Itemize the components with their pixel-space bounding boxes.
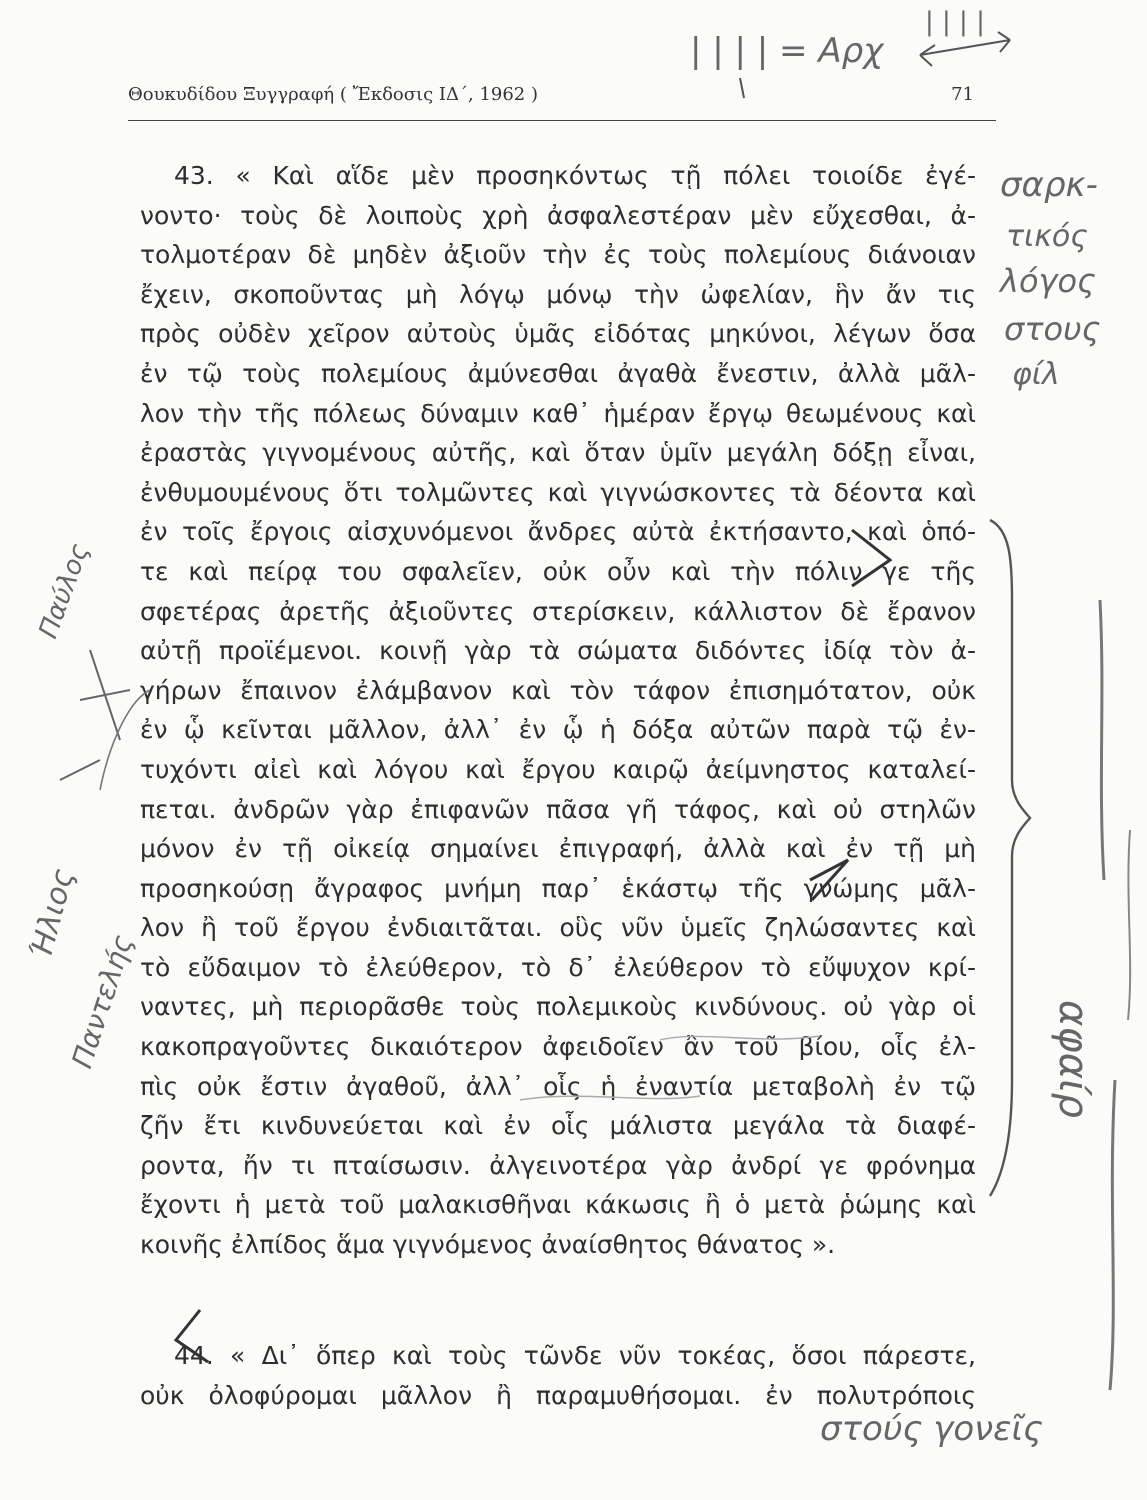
text-line: ἐνθυμουμένους ὅτι τολμῶντες καὶ γιγνώσκοντες τὰ δέοντα καὶ xyxy=(140,477,976,507)
margin-note-line: σαρκ- xyxy=(1000,165,1098,205)
text-line: ἔχοντι ἡ μετὰ τοῦ μαλακισθῆναι κάκωσις ἢ ὁ μετὰ ῥώμης καὶ xyxy=(140,1190,976,1220)
text-line: λον ἢ τοῦ ἔργου ἐνδιαιτᾶται. οὓς νῦν ὑμεῖς ζηλώσαντες καὶ xyxy=(140,913,976,943)
text-line: οὐκ ὀλοφύρομαι μᾶλλον ἢ παραμυθήσομαι. ἐν πολυτρόποις xyxy=(140,1380,976,1410)
running-head xyxy=(128,80,996,121)
text-line: ἐν τῷ τοὺς πολεμίους ἀμύνεσθαι ἀγαθὰ ἔνεστιν, ἀλλὰ μᾶλ- xyxy=(140,358,976,388)
text-line: νοντο· τοὺς δὲ λοιποὺς χρὴ ἀσφαλεστέραν μὲν εὔχεσθαι, ἀ- xyxy=(140,200,976,230)
text-line: 43. « Καὶ αἵδε μὲν προσηκόντως τῇ πόλει τοιοίδε ἐγέ- xyxy=(174,161,976,190)
left-margin-name: Ήλιος xyxy=(23,865,82,963)
text-line: μόνον ἐν τῇ οἰκείᾳ σημαίνει ἐπιγραφή, ἀλλὰ καὶ ἐν τῇ μὴ xyxy=(140,834,976,864)
text-line: ἐν ᾧ κεῖνται μᾶλλον, ἀλλ᾽ ἐν ᾧ ἡ δόξα αὐτῶν παρὰ τῷ ἐν- xyxy=(140,715,976,745)
text-line: πεται. ἀνδρῶν γὰρ ἐπιφανῶν πᾶσα γῆ τάφος, καὶ οὐ στηλῶν xyxy=(140,794,976,824)
margin-note-line: φίλ xyxy=(1012,357,1060,392)
text-line: ἐν τοῖς ἔργοις αἰσχυνόμενοι ἄνδρες αὐτὰ ἐκτήσαντο, καὶ ὁπό- xyxy=(140,517,976,547)
page-number: 71 xyxy=(951,84,974,105)
pencil-scribble xyxy=(60,650,130,780)
margin-note-line: τικός xyxy=(1006,219,1088,254)
vertical-margin-note: αφαίρ xyxy=(1050,1000,1096,1119)
chapter-43-text xyxy=(140,156,976,1265)
double-arrow-mark xyxy=(920,32,1010,66)
pencil-stroke xyxy=(1100,600,1104,880)
chapter-44-text xyxy=(140,1336,976,1415)
text-line: κακοπραγοῦντες δικαιότερον ἀφειδοῖεν ἂν τοῦ βίου, οἷς ἐλ- xyxy=(140,1032,976,1062)
text-line: προσηκούσῃ ἄγραφος μνήμη παρ᾽ ἑκάστῳ τῆς γνώμης μᾶλ- xyxy=(140,873,976,903)
text-line: ἔχειν, σκοποῦντας μὴ λόγῳ μόνῳ τὴν ὠφελίαν, ἣν ἄν τις xyxy=(140,279,976,309)
pencil-stroke xyxy=(1110,1080,1115,1390)
running-head-title: Θουκυδίδου Ξυγγραφή ( Ἔκδοσις ΙΔ΄, 1962 ) xyxy=(128,84,539,105)
text-line: τυχόντι αἰεὶ καὶ λόγου καὶ ἔργου καιρῷ ἀείμνηστος καταλεί- xyxy=(140,754,976,784)
text-line: πρὸς οὐδὲν χεῖρον αὐτοὺς ὑμᾶς εἰδότας μηκύνοι, λέγων ὅσα xyxy=(140,319,976,349)
right-bracket-mark xyxy=(990,520,1030,1196)
left-margin-notes xyxy=(24,540,150,1072)
text-line: τὸ εὔδαιμον τὸ ἐλεύθερον, τὸ δ᾽ ἐλεύθερον τὸ εὔψυχον κρί- xyxy=(140,952,976,982)
top-tally-right-text: | | | | xyxy=(925,7,985,37)
bottom-margin-note: στούς γονεῖς xyxy=(820,1409,1044,1449)
text-line: αὐτῇ προϊέμενοι. κοινῇ γὰρ τὰ σώματα διδόντες ἰδίᾳ τὸν ἀ- xyxy=(140,636,976,666)
text-line: ροντα, ἤν τι πταίσωσιν. ἀλγεινοτέρα γὰρ ἀνδρί γε φρόνημα xyxy=(140,1150,976,1180)
text-line: 44. « Δι᾽ ὅπερ καὶ τοὺς τῶνδε νῦν τοκέας, ὅσοι πάρεστε, xyxy=(174,1341,976,1370)
top-tally-text: | | | | = Αρχ xyxy=(690,31,884,71)
margin-note-line: στους xyxy=(1004,310,1101,348)
right-margin-notes xyxy=(998,165,1130,1390)
text-line: ζῆν ἔτι κινδυνεύεται καὶ ἐν οἷς μάλιστα μεγάλα τὰ διαφέ- xyxy=(140,1111,976,1141)
pencil-stroke xyxy=(1128,830,1130,1020)
text-line: κοινῆς ἐλπίδος ἅμα γιγνόμενος ἀναίσθητος θάνατος ». xyxy=(140,1230,836,1260)
left-margin-name: Παντελής xyxy=(65,930,140,1073)
left-margin-name: Παύλος xyxy=(33,539,96,643)
text-line: γήρων ἔπαινον ἐλάμβανον καὶ τὸν τάφον ἐπισημότατον, οὐκ xyxy=(140,675,976,705)
text-line: ἐραστὰς γιγνομένους αὐτῆς, καὶ ὅταν ὑμῖν μεγάλη δόξῃ εἶναι, xyxy=(140,438,976,468)
margin-note-line: λόγος xyxy=(1000,262,1096,300)
text-line: τε καὶ πείρᾳ του σφαλεῖεν, οὐκ οὖν καὶ τὴν πόλιν γε τῆς xyxy=(140,556,976,586)
text-line: ναντες, μὴ περιορᾶσθε τοὺς πολεμικοὺς κινδύνους. οὐ γὰρ οἱ xyxy=(140,992,976,1022)
text-line: πὶς οὐκ ἔστιν ἀγαθοῦ, ἀλλ᾽ οἷς ἡ ἐναντία μεταβολὴ ἐν τῷ xyxy=(140,1071,976,1101)
text-line: λον τὴν τῆς πόλεως δύναμιν καθ᾽ ἡμέραν ἔργῳ θεωμένους καὶ xyxy=(140,398,976,428)
text-line: σφετέρας ἀρετῆς ἀξιοῦντες στερίσκειν, κάλλιστον δὲ ἔρανον xyxy=(140,596,976,626)
text-line: τολμοτέραν δὲ μηδὲν ἀξιοῦν τὴν ἐς τοὺς πολεμίους διάνοιαν xyxy=(140,240,976,270)
